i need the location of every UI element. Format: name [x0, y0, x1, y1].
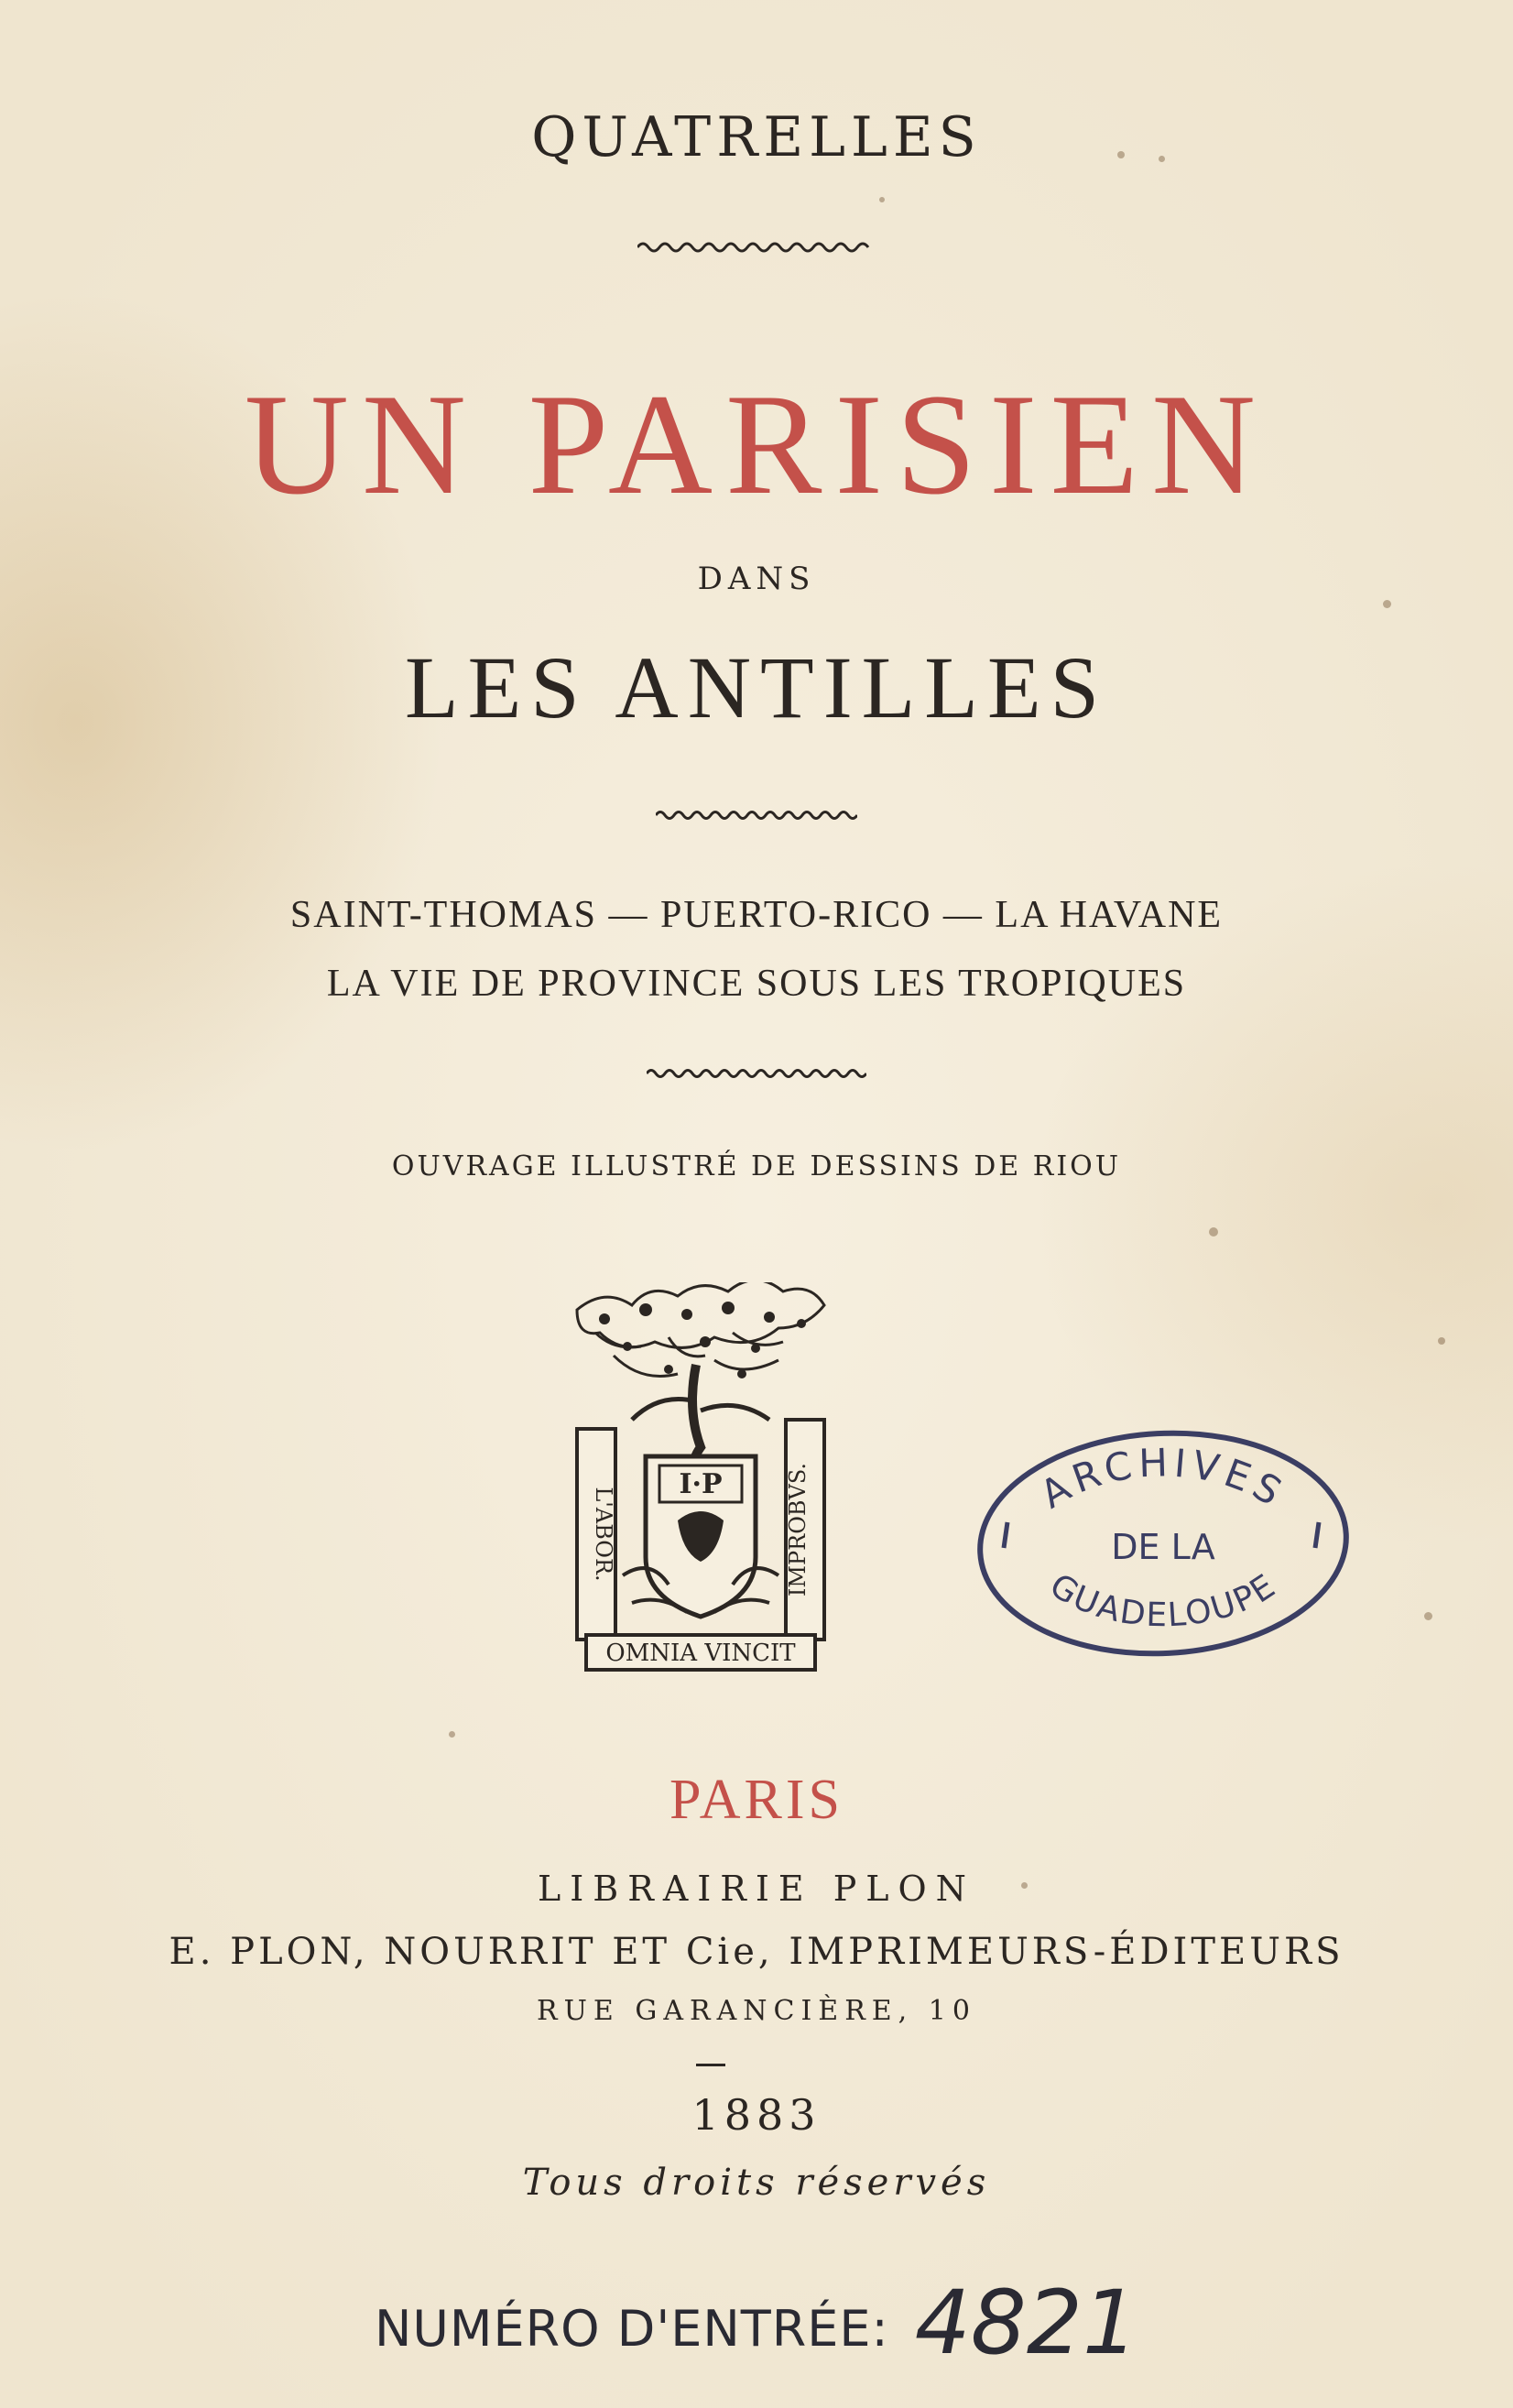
- short-divider: [696, 2064, 725, 2066]
- paper-speck: [449, 1731, 455, 1738]
- publisher-emblem: [559, 1282, 843, 1676]
- emblem-left-motto: L'ABOR.: [591, 1487, 616, 1582]
- tree-emblem-icon: [559, 1282, 843, 1676]
- stamp-top-text: ARCHIVES: [1032, 1440, 1294, 1518]
- emblem-bottom-motto: OMNIA VINCIT: [605, 1640, 796, 1667]
- subtitle-places: SAINT-THOMAS — PUERTO-RICO — LA HAVANE: [289, 894, 1224, 936]
- ornamental-rule: [0, 1064, 1513, 1083]
- subtitle-theme: LA VIE DE PROVINCE SOUS LES TROPIQUES: [326, 963, 1187, 1005]
- imprint-publisher: LIBRAIRIE PLON: [538, 1869, 975, 1909]
- title-main: UN PARISIEN: [244, 365, 1269, 525]
- paper-speck: [879, 197, 885, 202]
- imprint-address: RUE GARANCIÈRE, 10: [537, 1995, 976, 2027]
- imprint-year: 1883: [691, 2090, 822, 2140]
- stamp-middle-text: DE LA: [1111, 1527, 1215, 1567]
- paper-speck: [1424, 1612, 1432, 1620]
- paper-speck: [1209, 1227, 1218, 1237]
- stamp-bottom-text: GUADELOUPE: [1042, 1566, 1284, 1635]
- imprint-city: PARIS: [669, 1769, 844, 1831]
- entry-number-stamp: [0, 2272, 1513, 2374]
- author-name: QUATRELLES: [531, 105, 982, 169]
- entry-label: NUMÉRO D'ENTRÉE:: [374, 2300, 889, 2358]
- imprint-printers: E. PLON, NOURRIT ET Cie, IMPRIMEURS-ÉDITEURS: [169, 1931, 1344, 1973]
- paper-speck: [1438, 1337, 1445, 1345]
- illustration-note: OUVRAGE ILLUSTRÉ DE DESSINS DE RIOU: [391, 1150, 1122, 1182]
- title-connector: DANS: [697, 561, 816, 597]
- emblem-initials: I·P: [679, 1468, 723, 1500]
- emblem-right-motto: IMPROBVS.: [785, 1462, 811, 1597]
- ornamental-rule: [0, 806, 1513, 824]
- paper-speck: [1383, 600, 1391, 608]
- rights-notice: Tous droits réservés: [522, 2162, 991, 2204]
- archive-stamp: [971, 1420, 1355, 1667]
- entry-number: 4821: [914, 2272, 1138, 2374]
- title-sub: LES ANTILLES: [405, 638, 1108, 736]
- ornamental-rule: [0, 238, 1513, 256]
